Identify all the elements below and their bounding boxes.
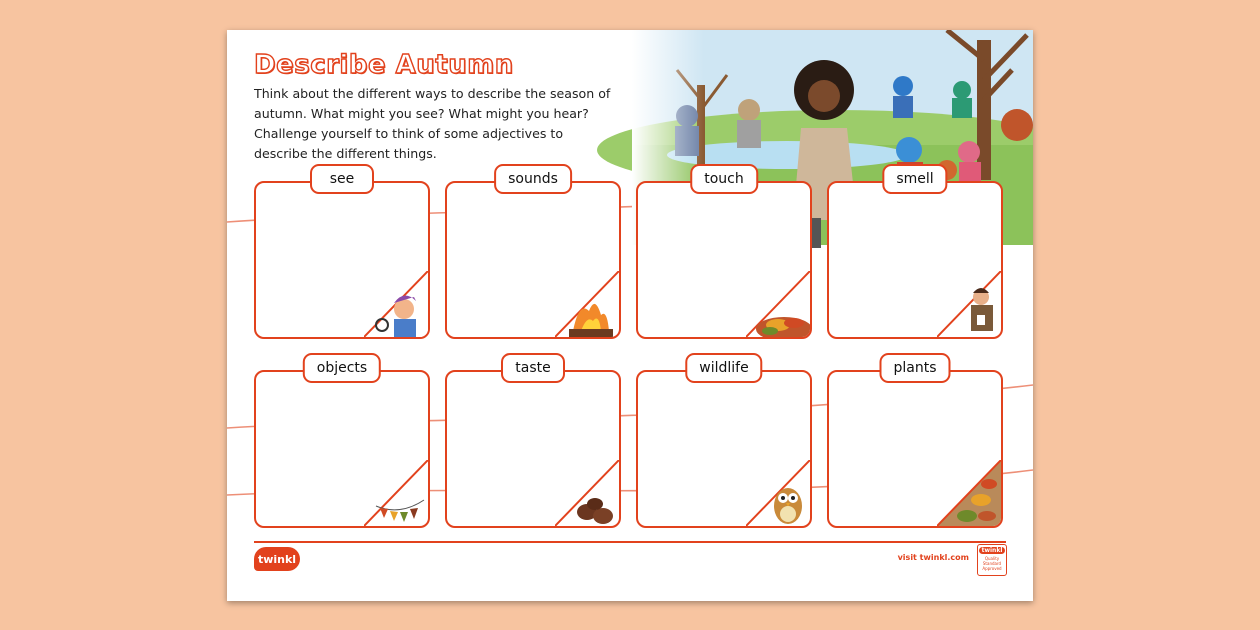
- worksheet-title: Describe Autumn: [254, 50, 514, 80]
- instructions-text: Think about the different ways to describe the season of autumn. What might you see? What might you hear? Challenge yourself to think of some adjectives to describe the different things.: [254, 86, 611, 161]
- quality-badge: [977, 544, 1007, 576]
- leaf-pile-illustration: [746, 271, 810, 337]
- owl-illustration: [746, 460, 810, 526]
- bonfire-illustration: [555, 271, 619, 337]
- chestnuts-illustration: [555, 460, 619, 526]
- box-label-touch: touch: [690, 164, 758, 194]
- box-label-objects: objects: [303, 353, 381, 383]
- bunting-illustration: [364, 460, 428, 526]
- box-label-plants: plants: [879, 353, 950, 383]
- box-label-taste: taste: [501, 353, 565, 383]
- box-smell[interactable]: [827, 181, 1003, 339]
- box-touch[interactable]: [636, 181, 812, 339]
- box-taste[interactable]: [445, 370, 621, 528]
- quality-badge-text: Quality Standard Approved: [982, 556, 1002, 571]
- box-sounds[interactable]: [445, 181, 621, 339]
- footer-divider: [254, 541, 1006, 543]
- box-objects[interactable]: [254, 370, 430, 528]
- box-plants[interactable]: [827, 370, 1003, 528]
- box-label-wildlife: wildlife: [685, 353, 762, 383]
- child-with-magnifier-illustration: [364, 271, 428, 337]
- worksheet-page: [227, 30, 1033, 601]
- twinkl-logo[interactable]: twinkl: [254, 547, 300, 571]
- child-with-drink-illustration: [937, 271, 1001, 337]
- box-label-sounds: sounds: [494, 164, 572, 194]
- leaf-path-illustration: [937, 460, 1001, 526]
- box-label-smell: smell: [882, 164, 947, 194]
- visit-link[interactable]: visit twinkl.com: [897, 553, 969, 562]
- box-see[interactable]: [254, 181, 430, 339]
- quality-badge-logo: twinkl: [979, 547, 1006, 554]
- box-wildlife[interactable]: [636, 370, 812, 528]
- box-label-see: see: [310, 164, 374, 194]
